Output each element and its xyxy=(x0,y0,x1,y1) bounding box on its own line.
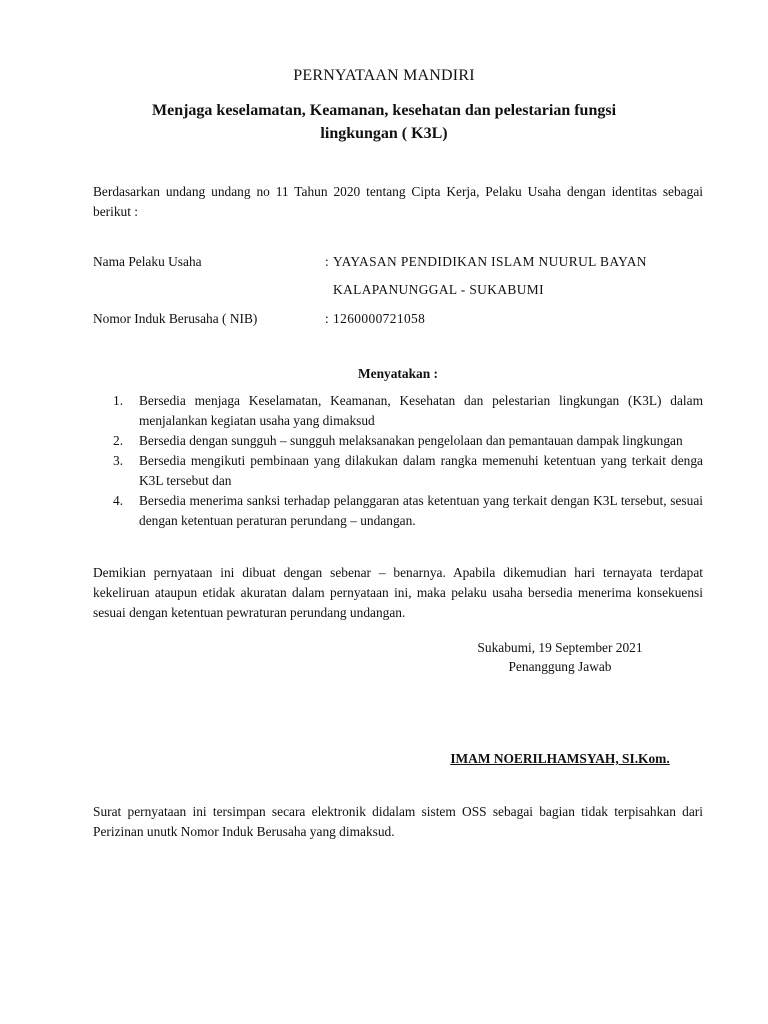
intro-paragraph: Berdasarkan undang undang no 11 Tahun 2020 tentang Cipta Kerja, Pelaku Usaha dengan identitas sebagai berikut : xyxy=(93,184,703,219)
list-item-number: 2. xyxy=(113,433,124,448)
list-item xyxy=(93,431,703,451)
list-item-number: 4. xyxy=(113,493,124,508)
list-item xyxy=(93,491,703,531)
field-colon: : xyxy=(325,311,329,326)
list-item-text: Bersedia mengikuti pembinaan yang dilakukan dalam rangka memenuhi ketentuan yang terkait denga K3L tersebut dan xyxy=(139,453,703,488)
signature-role: Penanggung Jawab xyxy=(508,659,612,674)
field-row-nib xyxy=(93,309,703,329)
list-item xyxy=(93,451,703,491)
field-colon: : xyxy=(325,254,329,269)
field-value-nama-line2: KALAPANUNGGAL - SUKABUMI xyxy=(333,282,544,297)
footer-note: Surat pernyataan ini tersimpan secara elektronik didalam sistem OSS sebagai bagian tidak terpisahkan dari Perizinan unutk Nomor Induk Berusaha yang dimaksud. xyxy=(93,804,703,839)
document-title: PERNYATAAN MANDIRI xyxy=(293,67,475,84)
list-item-number: 1. xyxy=(113,393,124,408)
list-item xyxy=(93,391,703,431)
document-subtitle: Menjaga keselamatan, Keamanan, kesehatan dan pelestarian fungsi lingkungan ( K3L) xyxy=(151,102,617,142)
field-row-nama-continued xyxy=(93,280,703,300)
signature-name: IMAM NOERILHAMSYAH, SI.Kom. xyxy=(450,751,670,766)
field-label-nama: Nama Pelaku Usaha xyxy=(93,254,202,269)
field-value-nama: YAYASAN PENDIDIKAN ISLAM NUURUL BAYAN xyxy=(333,254,647,269)
field-row-nama xyxy=(93,252,703,272)
declaration-heading: Menyatakan : xyxy=(358,366,438,381)
list-item-number: 3. xyxy=(113,453,124,468)
field-value-nib: 1260000721058 xyxy=(333,311,426,326)
closing-paragraph: Demikian pernyataan ini dibuat dengan sebenar – benarnya. Apabila dikemudian hari ternayata terdapat kekeliruan ataupun etidak akuratan dalam pernyataan ini, maka pelaku usaha bersedia menerima konsekuensi sesuai dengan ketentuan pewraturan perundang undangan. xyxy=(93,565,703,620)
list-item-text: Bersedia menerima sanksi terhadap pelanggaran atas ketentuan yang terkait dengan K3L tersebut, sesuai dengan ketentuan peraturan perundang – undangan. xyxy=(139,493,703,528)
list-item-text: Bersedia dengan sungguh – sungguh melaksanakan pengelolaan dan pemantauan dampak lingkungan xyxy=(139,433,683,448)
field-label-nib: Nomor Induk Berusaha ( NIB) xyxy=(93,311,258,326)
list-item-text: Bersedia menjaga Keselamatan, Keamanan, Kesehatan dan pelestarian lingkungan (K3L) dalam menjalankan kegiatan usaha yang dimaksud xyxy=(139,393,703,428)
signature-place-date: Sukabumi, 19 September 2021 xyxy=(477,640,643,655)
declaration-list xyxy=(93,391,703,531)
